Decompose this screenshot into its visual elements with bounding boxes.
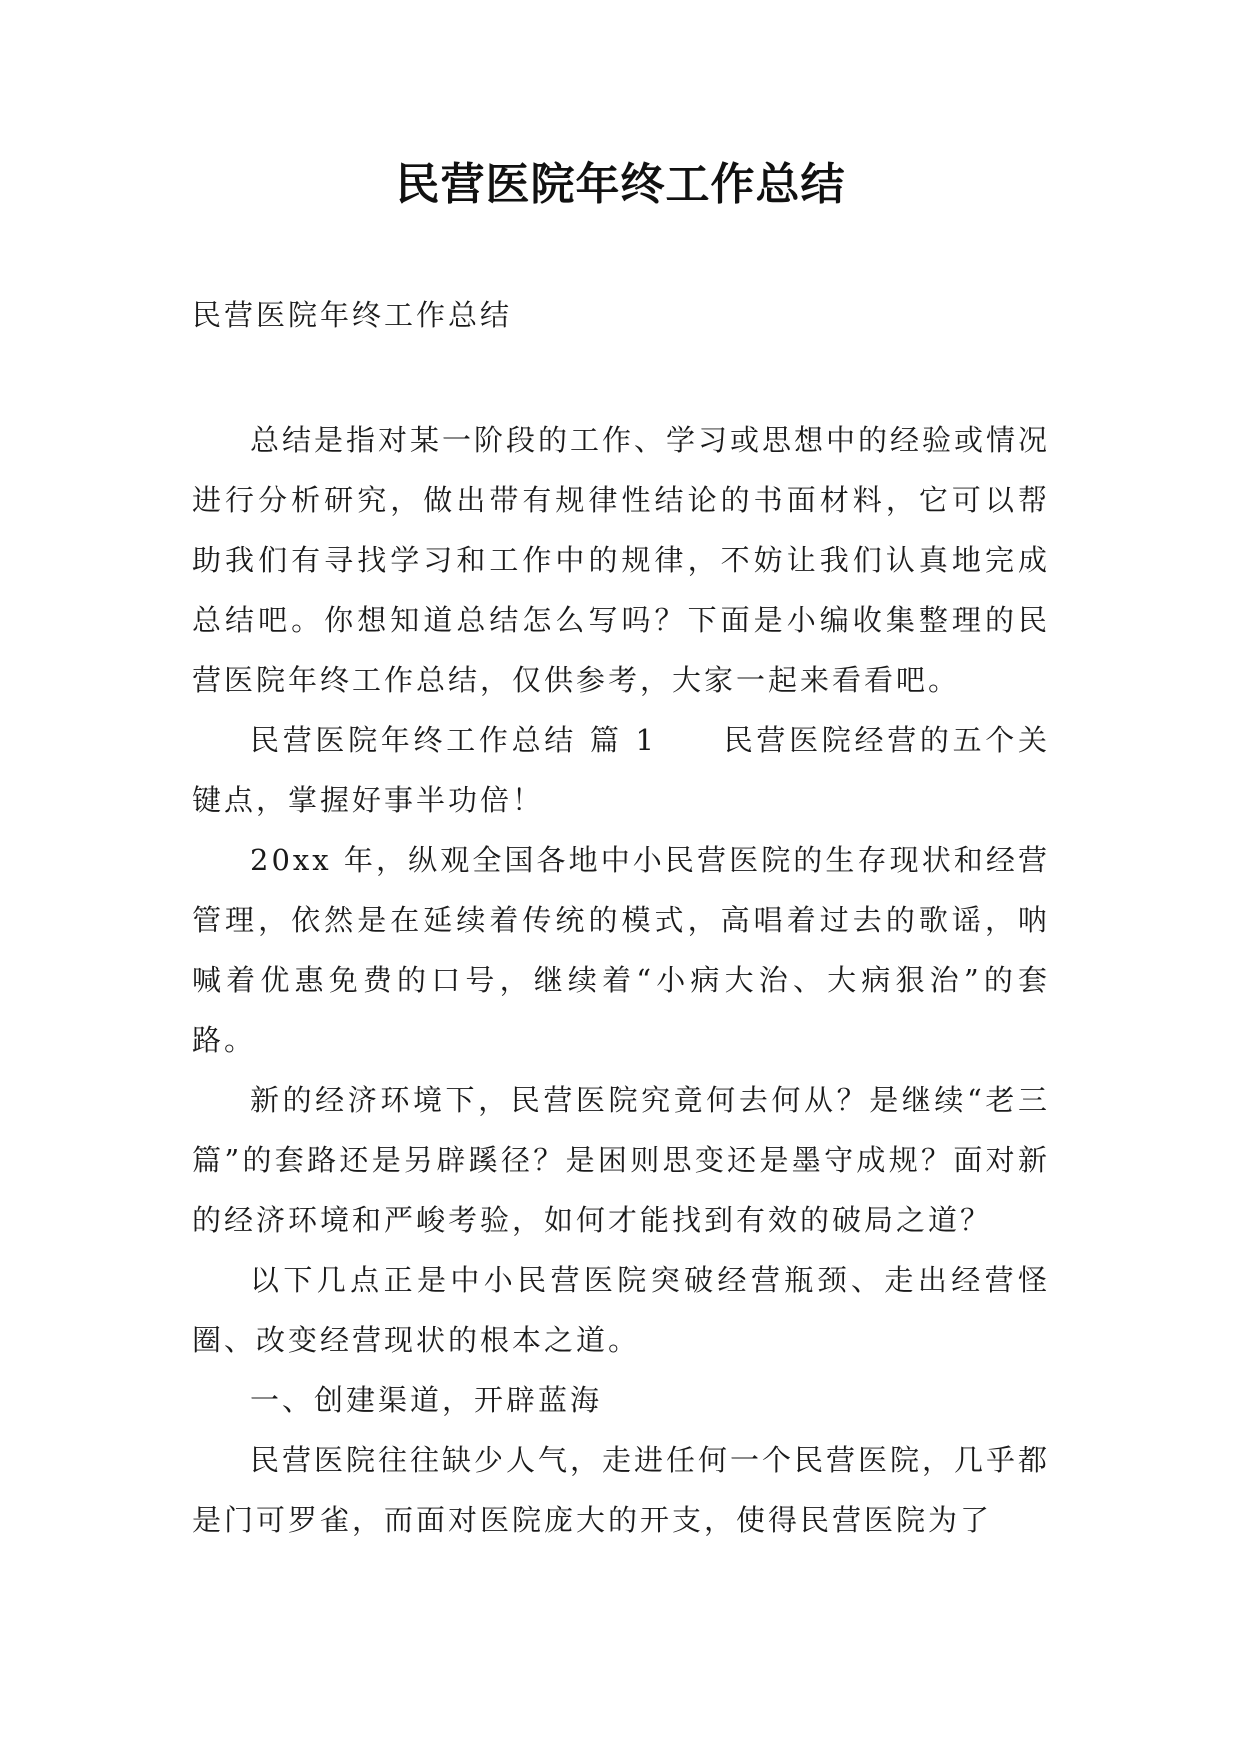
body-paragraph: 以下几点正是中小民营医院突破经营瓶颈、走出经营怪圈、改变经营现状的根本之道。 (192, 1263, 1050, 1357)
document-subtitle: 民营医院年终工作总结 (192, 298, 513, 332)
section-heading-paragraph (192, 710, 1050, 830)
section-number: 篇 1 (589, 723, 657, 757)
body-paragraph: 民营医院往往缺少人气，走进任何一个民营医院，几乎都是门可罗雀，而面对医院庞大的开支，使得民营医院为了 (192, 1443, 1051, 1537)
intro-paragraph: 总结是指对某一阶段的工作、学习或思想中的经验或情况进行分析研究，做出带有规律性结论的书面材料，它可以帮助我们有寻找学习和工作中的规律，不妨让我们认真地完成总结吧。你想知道总结怎么写吗？下面是小编收集整理的民营医院年终工作总结，仅供参考，大家一起来看看吧。 (192, 423, 1051, 697)
section-label: 民营医院年终工作总结 (250, 723, 577, 757)
subsection-heading: 一、创建渠道，开辟蓝海 (250, 1383, 603, 1417)
document-body (192, 410, 1050, 1550)
body-paragraph: 20xx 年，纵观全国各地中小民营医院的生存现状和经营管理，依然是在延续着传统的模式，高唱着过去的歌谣，呐喊着优惠免费的口号，继续着“小病大治、大病狠治”的套路。 (192, 843, 1050, 1057)
document-title: 民营医院年终工作总结 (395, 159, 846, 210)
section-lead-text: 民营医院经营的五个关键点，掌握好事半功倍！ (192, 723, 1050, 817)
body-paragraph: 新的经济环境下，民营医院究竟何去何从？是继续“老三篇”的套路还是另辟蹊径？是困则思变还是墨守成规？面对新的经济环境和严峻考验，如何才能找到有效的破局之道？ (192, 1083, 1050, 1237)
